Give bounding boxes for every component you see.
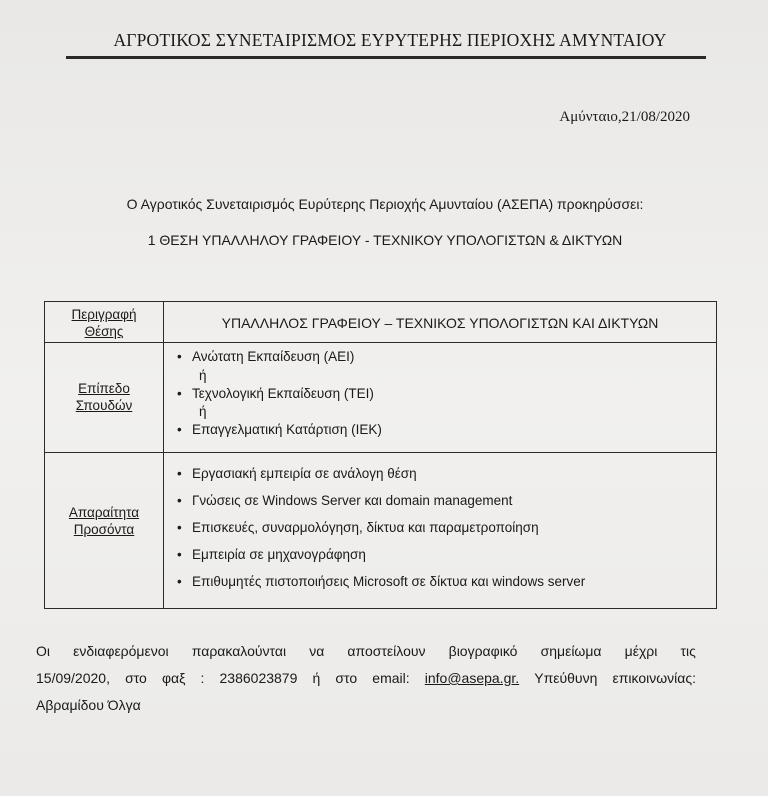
education-or: ή [199,367,207,383]
word: αποστείλουν [347,643,426,659]
word: να [309,643,325,659]
label-line: Σπουδών [75,398,133,413]
word: τις [680,643,696,659]
label-education-level [45,380,163,414]
education-item: • Επαγγελματική Κατάρτιση (ΙΕΚ) [177,420,710,440]
announcement-intro: Ο Αγροτικός Συνεταιρισμός Ευρύτερης Περιοχής Αμυνταίου (ΑΣΕΠΑ) προκηρύσσει: [126,196,644,212]
word: Υπεύθυνη [534,670,598,686]
header-divider [66,56,706,59]
word: ή [312,670,321,686]
contact-line-2 [36,665,696,692]
word: : [200,670,205,686]
label-line: Απαραίτητα [68,505,140,520]
table-column-divider [163,302,164,608]
word: βιογραφικό [448,643,518,659]
word: Οι [36,643,50,659]
qualifications-list [177,460,710,595]
label-required-qualifications [45,504,163,538]
education-item: • Τεχνολογική Εκπαίδευση (ΤΕΙ) [177,384,710,404]
word: επικοινωνίας: [612,670,696,686]
email-link[interactable]: info@asepa.gr. [424,670,520,686]
label-position-description [45,306,163,340]
word: φαξ [161,670,186,686]
word: σημείωμα [540,643,602,659]
qualification-item: • Γνώσεις σε Windows Server και domain management [177,487,710,514]
word: μέχρι [624,643,658,659]
word: ενδιαφερόμενοι [73,643,169,659]
label-line: Περιγραφή [71,307,137,322]
qualification-item: • Εμπειρία σε μηχανογράφηση [177,541,710,568]
word: παρακαλούνται [191,643,287,659]
table-row-divider [45,342,716,343]
word: στο [125,670,147,686]
table-row-divider [45,452,716,453]
qualification-item: • Εργασιακή εμπειρία σε ανάλογη θέση [177,460,710,487]
organization-title: ΑΓΡΟΤΙΚΟΣ ΣΥΝΕΤΑΙΡΙΣΜΟΣ ΕΥΡΥΤΕΡΗΣ ΠΕΡΙΟΧΗΣ ΑΜΥΝΤΑΙΟΥ [113,30,667,50]
contact-person: Αβραμίδου Όλγα [36,697,141,713]
contact-line-1 [36,638,696,665]
education-item: • Ανώτατη Εκπαίδευση (ΑΕΙ) [177,347,710,367]
education-list [177,347,710,440]
fax-number: 2386023879 [219,670,298,686]
label-line: Προσόντα [73,522,135,537]
qualification-item: • Επιθυμητές πιστοποιήσεις Microsoft σε δίκτυα και windows server [177,568,710,595]
education-or: ή [199,404,207,419]
contact-paragraph [36,638,696,719]
word: στο [335,670,358,686]
label-line: Θέσης [84,324,124,339]
qualification-item: • Επισκευές, συναρμολόγηση, δίκτυα και παραμετροποίηση [177,514,710,541]
position-title: 1 ΘΕΣΗ ΥΠΑΛΛΗΛΟΥ ΓΡΑΦΕΙΟΥ - ΤΕΧΝΙΚΟΥ ΥΠΟΛΟΓΙΣΤΩΝ & ΔΙΚΤΥΩΝ [147,232,623,248]
label-line: Επίπεδο [78,381,130,396]
deadline-date: 15/09/2020, [36,670,110,686]
word: email: [372,670,410,686]
document-date: Αμύνταιο,21/08/2020 [559,109,690,125]
position-description-value: ΥΠΑΛΛΗΛΟΣ ΓΡΑΦΕΙΟΥ – ΤΕΧΝΙΚΟΣ ΥΠΟΛΟΓΙΣΤΩΝ ΚΑΙ ΔΙΚΤΥΩΝ [221,315,659,331]
position-table [44,301,717,609]
